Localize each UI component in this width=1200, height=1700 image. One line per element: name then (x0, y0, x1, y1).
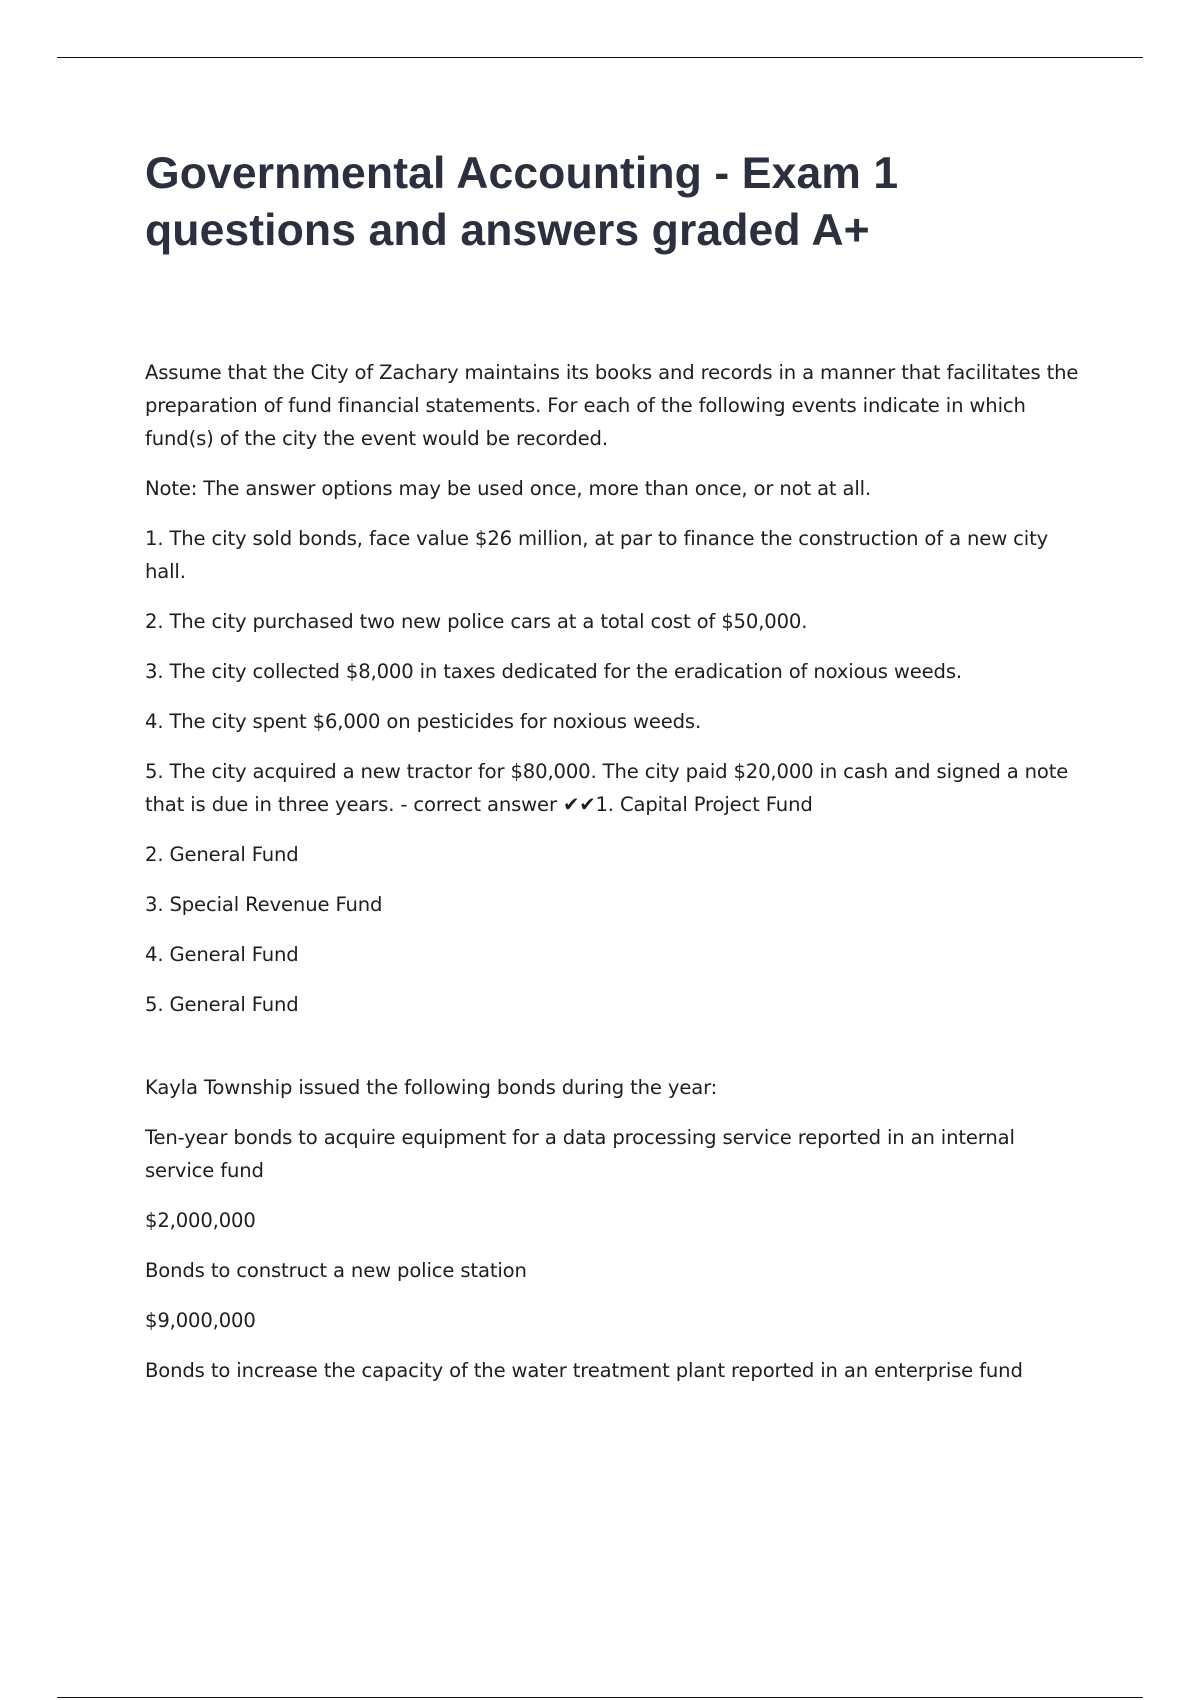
header-rule (57, 57, 1143, 58)
question2-line: Bonds to construct a new police station (145, 1259, 527, 1282)
question1-answer: 5. General Fund (145, 993, 299, 1016)
footer-rule (57, 1697, 1143, 1698)
question1-item-with-answer: 5. The city acquired a new tractor for $80,000. The city paid $20,000 in cash and signed a note that is due in three years. - correct answer ✔✔1. Capital Project Fund (145, 760, 1069, 816)
question1-item: 1. The city sold bonds, face value $26 million, at par to finance the construction of a new city hall. (145, 527, 1049, 583)
section-spacer (145, 1038, 1080, 1071)
question1-item: 2. The city purchased two new police cars at a total cost of $50,000. (145, 610, 808, 633)
question1-answer: 4. General Fund (145, 943, 299, 966)
question2-amount: $2,000,000 (145, 1209, 256, 1232)
question1-answer: 2. General Fund (145, 843, 299, 866)
question1-answer: 3. Special Revenue Fund (145, 893, 383, 916)
question2-intro: Kayla Township issued the following bonds during the year: (145, 1076, 718, 1099)
document-body (145, 356, 1080, 1404)
question1-item: 3. The city collected $8,000 in taxes dedicated for the eradication of noxious weeds. (145, 660, 962, 683)
question2-amount: $9,000,000 (145, 1309, 256, 1332)
question1-item: 4. The city spent $6,000 on pesticides for noxious weeds. (145, 710, 702, 733)
document-title: Governmental Accounting - Exam 1 questions and answers graded A+ (145, 149, 899, 255)
question1-note: Note: The answer options may be used once, more than once, or not at all. (145, 477, 872, 500)
question1-intro: Assume that the City of Zachary maintains its books and records in a manner that facilitates the preparation of fund financial statements. For each of the following events indicate in which fund(s) of the city the event would be recorded. (145, 361, 1079, 450)
question2-line: Ten-year bonds to acquire equipment for a data processing service reported in an internal service fund (145, 1126, 1015, 1182)
question2-line: Bonds to increase the capacity of the water treatment plant reported in an enterprise fund (145, 1359, 1023, 1382)
